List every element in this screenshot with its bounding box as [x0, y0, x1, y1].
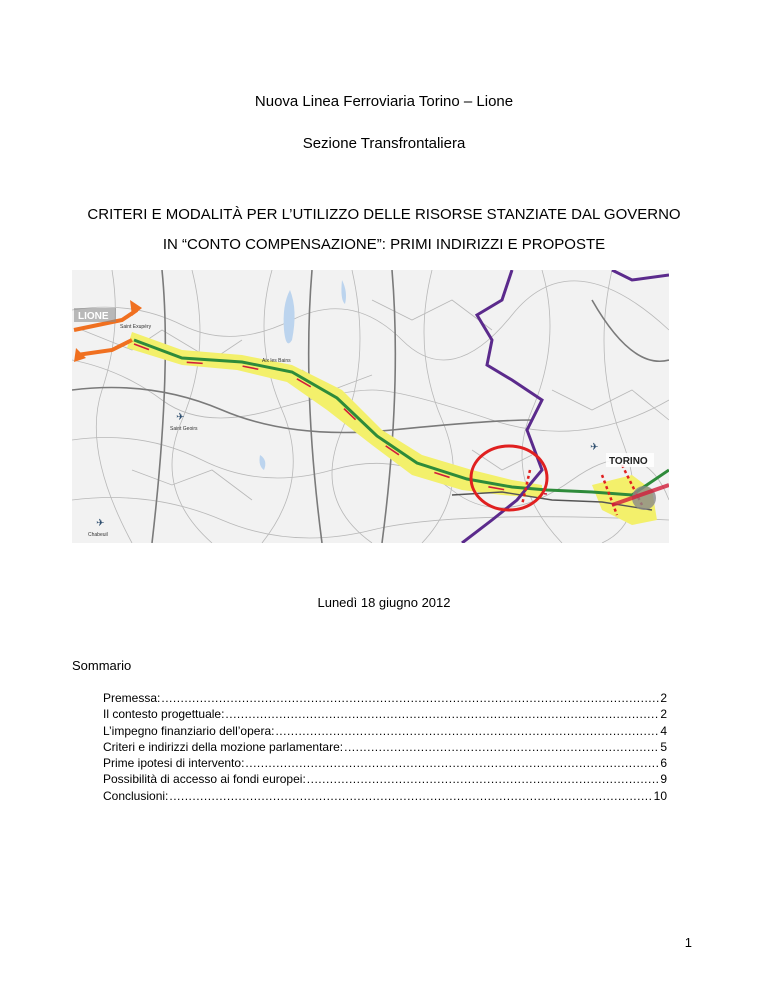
toc-leader-dots [344, 739, 659, 755]
label-chabeuil: Chabeuil [88, 532, 108, 538]
toc-entry-label: L’impegno finanziario dell’opera: [103, 723, 275, 738]
map-label-lione [74, 308, 116, 322]
label-st-exupery: Saint Exupéry [120, 324, 152, 330]
toc-entry-criteri[interactable] [103, 739, 667, 755]
toc-entry-conclusioni[interactable] [103, 788, 667, 804]
toc-leader-dots [307, 771, 660, 787]
toc-entry-page: 5 [660, 739, 667, 754]
label-aix: Aix les Bains [262, 358, 291, 364]
toc-entry-label: Il contesto progettuale: [103, 707, 225, 722]
toc-entry-page: 6 [660, 756, 667, 771]
toc-entry-page: 4 [660, 723, 667, 738]
svg-text:✈: ✈ [176, 412, 185, 423]
toc-entry-label: Premessa: [103, 691, 161, 705]
toc-entry-fondi[interactable] [103, 771, 667, 787]
toc-entry-ipotesi[interactable] [103, 755, 667, 771]
toc-entry-label: Possibilità di accesso ai fondi europei: [103, 772, 306, 787]
label-torino: TORINO [609, 456, 648, 467]
toc-entry-page: 2 [660, 707, 667, 722]
toc-entry-page: 10 [653, 788, 667, 803]
toc-entry-impegno[interactable] [103, 723, 667, 739]
document-date: Lunedì 18 giugno 2012 [317, 595, 451, 610]
toc-leader-dots [169, 788, 652, 804]
toc-leader-dots [275, 723, 659, 739]
toc-title: Sommario [72, 658, 132, 673]
subtitle-line-2: IN “CONTO COMPENSAZIONE”: PRIMI INDIRIZZI E PROPOSTE [162, 236, 606, 253]
table-of-contents [103, 690, 667, 804]
toc-entry-premessa[interactable] [103, 690, 667, 706]
route-map [72, 270, 669, 543]
toc-leader-dots [245, 755, 659, 771]
page-number: 1 [684, 935, 692, 950]
toc-entry-label: Prime ipotesi di intervento: [103, 756, 245, 771]
toc-entry-label: Criteri e indirizzi della mozione parlamentare: [103, 739, 344, 754]
label-st-geoirs: Saint Geoirs [170, 426, 198, 432]
subtitle-line-1: CRITERI E MODALITÀ PER L’UTILIZZO DELLE RISORSE STANZIATE DAL GOVERNO [87, 206, 681, 223]
toc-entry-page: 9 [660, 772, 667, 787]
svg-text:✈: ✈ [96, 518, 105, 529]
toc-entry-label: Conclusioni: [103, 788, 169, 803]
toc-entry-page: 2 [660, 691, 667, 705]
svg-text:✈: ✈ [590, 442, 599, 453]
map-label-torino [606, 453, 654, 467]
title-line-2: Sezione Transfrontaliera [302, 135, 466, 152]
toc-leader-dots [225, 706, 659, 722]
label-lione: LIONE [78, 311, 109, 322]
toc-leader-dots [161, 690, 659, 706]
title-line-1: Nuova Linea Ferroviaria Torino – Lione [254, 93, 514, 110]
toc-entry-contesto[interactable] [103, 706, 667, 722]
